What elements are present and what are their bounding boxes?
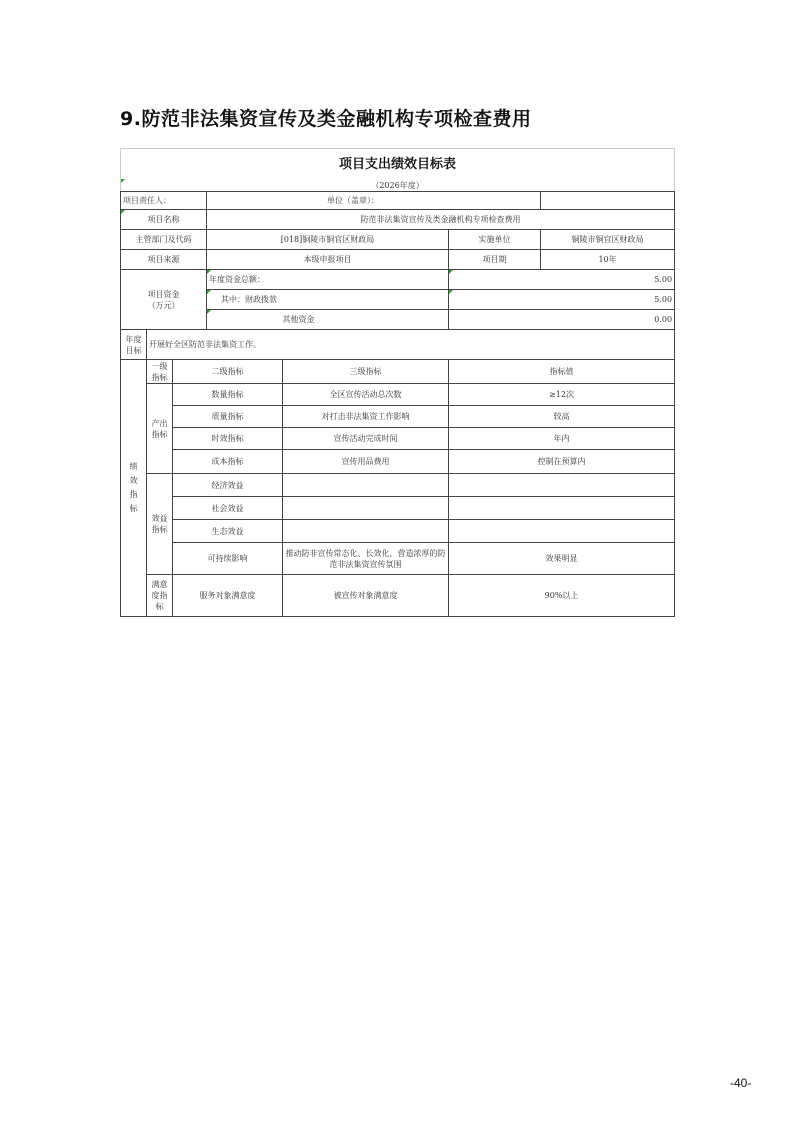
satisfaction-value: 90%以上 — [449, 575, 675, 617]
quality-value: 较高 — [449, 406, 675, 428]
impl-value: 铜陵市铜官区财政局 — [541, 230, 675, 250]
page-number: -40- — [730, 1076, 752, 1090]
unit-value-cell — [541, 192, 675, 210]
output-label-cell — [147, 384, 173, 474]
header-level2: 二级指标 — [173, 360, 283, 384]
quality-level2: 质量指标 — [173, 406, 283, 428]
unit-label: 单位（盖章）： — [207, 192, 541, 210]
fund-other-value: 0.00 — [449, 310, 675, 330]
sustainable-value: 效果明显 — [449, 543, 675, 575]
header-level3: 三级指标 — [283, 360, 449, 384]
output-label: 产出指标 — [151, 418, 168, 439]
table-year: （2026年度） — [121, 179, 675, 192]
performance-target-table — [120, 148, 674, 617]
cost-level2: 成本指标 — [173, 450, 283, 474]
benefit-label-cell — [147, 474, 173, 575]
period-value: 10年 — [541, 250, 675, 270]
timeliness-value: 年内 — [449, 428, 675, 450]
goal-value: 开展好全区防范非法集资工作。 — [147, 330, 675, 360]
timeliness-level2: 时效指标 — [173, 428, 283, 450]
period-label: 项目期 — [449, 250, 541, 270]
social-level2: 社会效益 — [173, 497, 283, 520]
dept-label: 主管部门及代码 — [121, 230, 207, 250]
fund-other-label: 其他资金 — [207, 310, 449, 330]
sustainable-level3: 推动防非宣传常态化、长效化，营造浓厚的防范非法集资宣传氛围 — [283, 543, 449, 575]
quantity-level3: 全区宣传活动总次数 — [283, 384, 449, 406]
economic-level3 — [283, 474, 449, 497]
sustainable-level2: 可持续影响 — [173, 543, 283, 575]
table-title: 项目支出绩效目标表 — [121, 149, 675, 180]
cost-value: 控制在预算内 — [449, 450, 675, 474]
satisfaction-level2: 服务对象满意度 — [173, 575, 283, 617]
ecological-level3 — [283, 520, 449, 543]
fund-fiscal-value: 5.00 — [449, 290, 675, 310]
economic-level2: 经济效益 — [173, 474, 283, 497]
quantity-level2: 数量指标 — [173, 384, 283, 406]
fund-unit: （万元） — [147, 300, 180, 310]
cost-level3: 宣传用品费用 — [283, 450, 449, 474]
header-value: 指标值 — [449, 360, 675, 384]
ecological-value — [449, 520, 675, 543]
source-label: 项目来源 — [121, 250, 207, 270]
satisfaction-level3: 被宣传对象满意度 — [283, 575, 449, 617]
source-value: 本级申报项目 — [207, 250, 449, 270]
quantity-value: ≥12次 — [449, 384, 675, 406]
satisfaction-label-cell — [147, 575, 173, 617]
satisfaction-label: 满意度指标 — [151, 580, 168, 611]
social-level3 — [283, 497, 449, 520]
social-value — [449, 497, 675, 520]
dept-value: [018]铜陵市铜官区财政局 — [207, 230, 449, 250]
header-level1-text: 一级指标 — [151, 361, 168, 382]
header-level1 — [147, 360, 173, 384]
goal-label-line1: 年度 — [125, 334, 142, 344]
goal-label-line2: 目标 — [125, 345, 142, 355]
document-title: 9.防范非法集资宣传及类金融机构专项检查费用 — [120, 108, 532, 130]
fund-total-label: 年度资金总额： — [207, 270, 449, 290]
fund-total-value: 5.00 — [449, 270, 675, 290]
fund-label-cell — [121, 270, 207, 330]
fund-fiscal-label: 其中：财政拨款 — [207, 290, 449, 310]
timeliness-level3: 宣传活动完成时间 — [283, 428, 449, 450]
quality-level3: 对打击非法集资工作影响 — [283, 406, 449, 428]
project-name-label: 项目名称 — [121, 210, 207, 230]
ecological-level2: 生态效益 — [173, 520, 283, 543]
owner-label: 项目责任人： — [121, 192, 207, 210]
impl-label: 实施单位 — [449, 230, 541, 250]
project-name-value: 防范非法集资宣传及类金融机构专项检查费用 — [207, 210, 675, 230]
perf-label: 绩效指标 — [129, 462, 138, 513]
perf-label-cell — [121, 360, 147, 617]
fund-label: 项目资金 — [147, 289, 180, 299]
benefit-label: 效益指标 — [151, 514, 168, 534]
goal-label-cell — [121, 330, 147, 360]
economic-value — [449, 474, 675, 497]
